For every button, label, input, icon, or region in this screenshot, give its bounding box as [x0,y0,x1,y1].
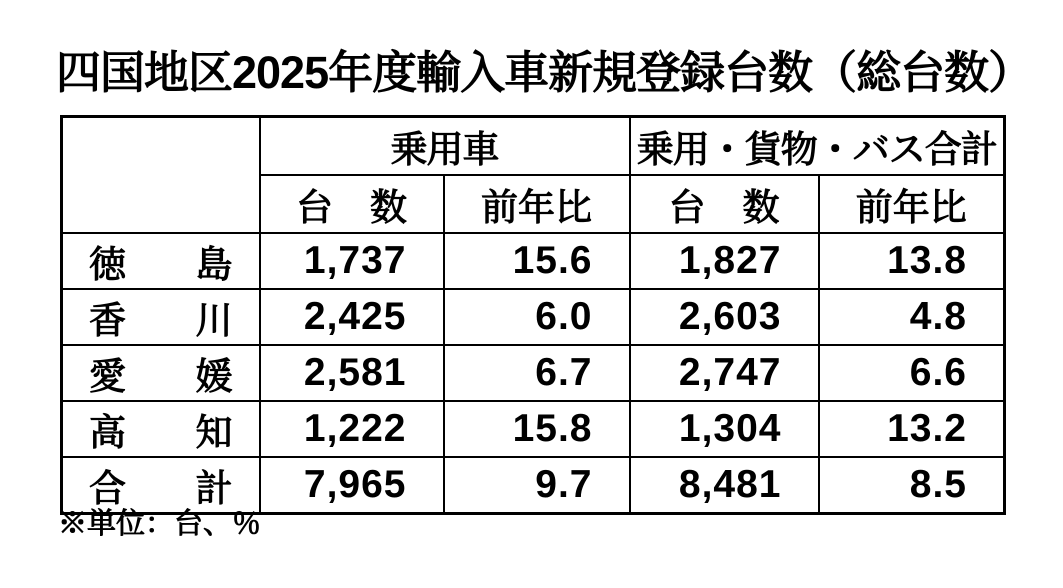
count-cell-total: 2,747 [630,345,819,401]
region-label: 徳島 [89,244,233,285]
count-cell-passenger: 1,737 [260,233,444,289]
yoy-cell-passenger: 6.0 [444,289,630,345]
count-cell-total: 8,481 [630,457,819,514]
yoy-cell-total: 4.8 [819,289,1005,345]
corner-cell [62,117,260,234]
region-label: 香川 [89,300,233,341]
col-header-passenger-cargo-bus-total: 乗用・貨物・バス合計 [630,117,1005,176]
yoy-cell-total: 13.2 [819,401,1005,457]
registration-table [60,115,1006,515]
count-cell-total: 1,304 [630,401,819,457]
yoy-cell-passenger: 15.6 [444,233,630,289]
count-cell-passenger: 2,425 [260,289,444,345]
yoy-cell-total: 6.6 [819,345,1005,401]
yoy-cell-total: 13.8 [819,233,1005,289]
region-cell [62,289,260,345]
count-cell-passenger: 7,965 [260,457,444,514]
group-header-row [62,117,1005,176]
col-header-passenger-cars: 乗用車 [260,117,630,176]
sub-header-units-passenger: 台 数 [260,175,444,233]
table-row-tokushima [62,233,1005,289]
yoy-cell-passenger: 6.7 [444,345,630,401]
count-cell-passenger: 1,222 [260,401,444,457]
region-cell [62,233,260,289]
count-cell-passenger: 2,581 [260,345,444,401]
table-row-ehime [62,345,1005,401]
count-cell-total: 2,603 [630,289,819,345]
region-cell [62,345,260,401]
sub-header-yoy-total: 前年比 [819,175,1005,233]
count-cell-total: 1,827 [630,233,819,289]
sub-header-units-total: 台 数 [630,175,819,233]
figure-title: 四国地区2025年度輸入車新規登録台数（総台数） [56,47,1033,98]
yoy-cell-total: 8.5 [819,457,1005,514]
yoy-cell-passenger: 15.8 [444,401,630,457]
sub-header-yoy-passenger: 前年比 [444,175,630,233]
table-row-kochi [62,401,1005,457]
region-cell [62,401,260,457]
region-label: 高知 [89,412,233,453]
unit-note: ※単位：台、％ [58,508,262,540]
region-label: 愛媛 [89,356,233,397]
table-row-kagawa [62,289,1005,345]
region-label: 合計 [89,468,233,509]
yoy-cell-passenger: 9.7 [444,457,630,514]
